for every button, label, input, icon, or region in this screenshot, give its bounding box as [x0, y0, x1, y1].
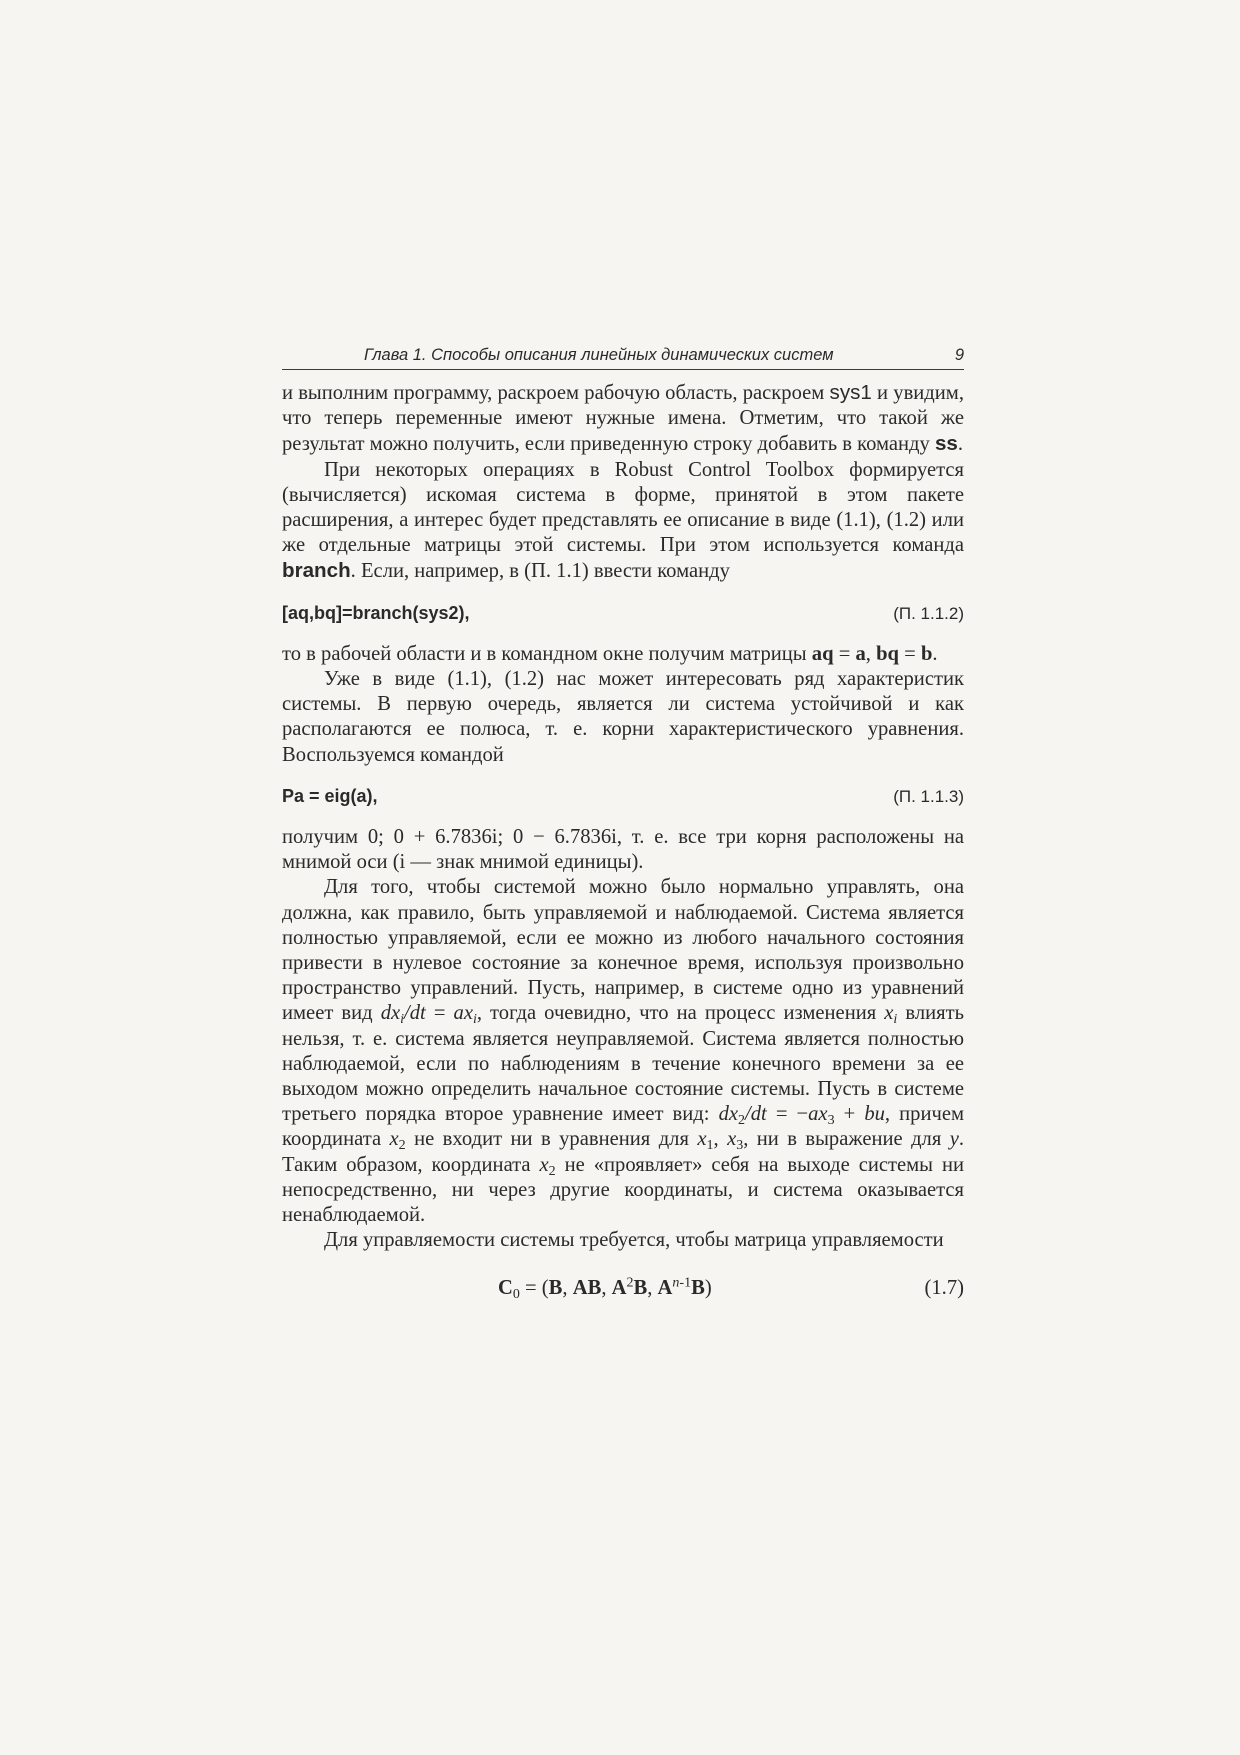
equation-1-7	[282, 1276, 964, 1306]
equation-number: (П. 1.1.3)	[893, 786, 964, 806]
sys1-code: sys1	[829, 381, 872, 404]
equation-number: (1.7)	[924, 1276, 964, 1299]
paragraph-1: и выполним программу, раскроем рабочую область, раскроем sys1 и увидим, что теперь переменные имеют нужные имена. Отметим, что такой же результат можно получить, если приведенную строку добавить в команду ss.	[282, 381, 964, 456]
page-number: 9	[954, 346, 964, 364]
paragraph-4: Уже в виде (1.1), (1.2) нас может интересовать ряд характеристик системы. В первую очередь, является ли система устойчивой и как располагаются ее полюса, т. е. корни характеристического уравнения. Воспользуемся командой	[282, 668, 964, 766]
body-text	[282, 380, 964, 1306]
controllability-matrix: $C_0 = (B$, AB, $A^2B$, $A^{n-1}B$)	[498, 1274, 712, 1302]
branch-code: branch	[282, 559, 351, 583]
paragraph-3: то в рабочей области и в командном окне получим матрицы aq = a, bq = b.	[282, 642, 938, 665]
equation-number: (П. 1.1.2)	[893, 603, 964, 623]
paragraph-7: Для управляемости системы требуется, чтобы матрица управляемости	[324, 1229, 944, 1252]
paragraph-2: При некоторых операциях в Robust Control Toolbox формируется (вычисляется) искомая система в форме, принятой в этом пакете расширения, а интерес будет представлять ее описание в виде (1.1), (1.2) или же отдельные матрицы этой системы. При этом используется команда branch. Если, например, в (П. 1.1) ввести команду	[282, 458, 964, 583]
paragraph-5: получим 0; 0 + 6.7836i; 0 − 6.7836i, т. е. все три корня расположены на мнимой оси (i — знак мнимой единицы).	[282, 826, 964, 874]
running-header	[282, 346, 964, 370]
page	[282, 346, 964, 1306]
ss-code: ss	[934, 432, 958, 456]
chapter-title: Глава 1. Способы описания линейных динамических систем	[364, 346, 834, 364]
eig-command: Pa = eig(a),	[282, 785, 378, 806]
equation-p-1-1-2	[282, 601, 964, 626]
branch-command: [aq,bq]=branch(sys2),	[282, 602, 470, 623]
equation-p-1-1-3	[282, 784, 964, 809]
paragraph-6: Для того, чтобы системой можно было нормально управлять, она должна, как правило, быть управляемой и наблюдаемой. Система является полностью управляемой, если ее можно из любого начального состояния привести в нулевое состояние за конечное время, используя произвольно пространство управлений. Пусть, например, в системе одно из уравнений имеет вид $dx_i/dt = ax_i$, тогда очевидно, что на процесс изменения $x_i$ влиять нельзя, т. е. система является неуправляемой. Система является полностью наблюдаемой, если по наблюдениям в течение конечного времени за ее выходом можно определить начальное состояние системы. Пусть в системе третьего порядка второе уравнение имеет вид: $dx_2/dt = -ax_3$ + bu, причем координата $x_2$ не входит ни в уравнения для $x_1$, $x_3$, ни в выражение для y. Таким образом, координата $x_2$ не «проявляет» себя на выходе системы ни непосредственно, ни через другие координаты, и система оказывается ненаблюдаемой.	[282, 876, 965, 1227]
